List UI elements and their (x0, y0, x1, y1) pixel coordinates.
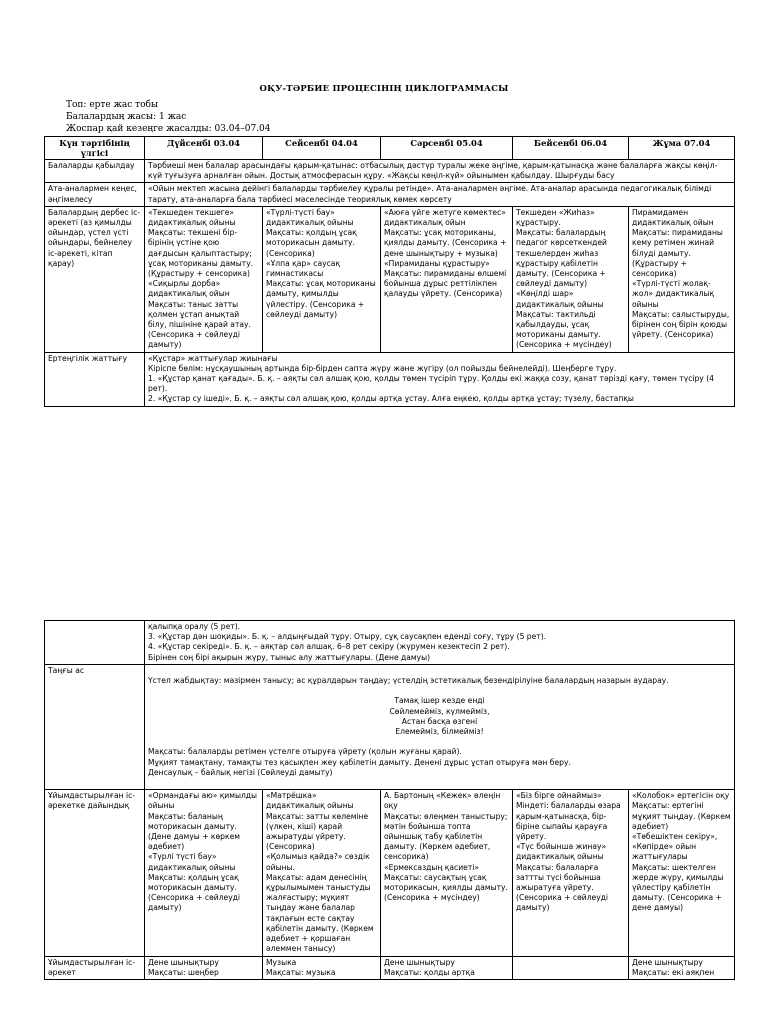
preparation-friday: «Колобок» ертегісін оқу Мақсаты: ертегіні мұқият тыңдау. (Көркем әдебиет) «Төбешіктен секіру», «Көпірде» ойын жаттығулары Мақсаты: шектелген жерде жүру, қимылды үйлестіру қабілетін дамыту. (Сенсорика + дене дамуы) (629, 790, 735, 956)
preparation-wednesday: А. Бартоның «Кежек» өлеңін оқу Мақсаты: өлеңмен таныстыру; мәтін бойынша топта ойыншық табу қабілетін дамыту. (Көркем әдебиет, сенсорика) «Ермексаздың қасиеті» Мақсаты: саусақтың ұсақ моторикасын, қиялды дамыту. (Сенсорика + мүсіндеу) (381, 790, 513, 956)
row-label-independent: Балалардың дербес іс-әрекеті (аз қимылды ойындар, үстел үсті ойындары, бейнелеу іс-әрекеті, кітап қарау) (45, 206, 145, 352)
organized-thursday (513, 956, 629, 979)
table-row (45, 956, 735, 979)
row-label-greeting: Балаларды қабылдау (45, 160, 145, 183)
organized-wednesday: Дене шынықтыру Мақсаты: қолды артқа (381, 956, 513, 979)
table-row (45, 183, 735, 206)
header-tuesday: Сейсенбі 04.04 (263, 137, 381, 160)
exercise-text-part-1: «Құстар» жаттығулар жиынағы Кіріспе бөлім: нұсқаушының артында бір-бірден сапта жүру және жүгіру (ол пойызды бейнелейді). Шеңберге тұру. 1. «Құстар қанат қағады». Б. қ. – аяқты сәл алшақ қою, қолды төмен түсіріп тұру. Қолды екі жаққа созу, қанат тәрізді қағу, төмен түсіру (4 рет). 2. «Құстар су ішеді». Б. қ. – аяқты сәл алшақ қою, қолды артқа ұстау. Алға еңкею, қолды артқа ұстау; түзелу, бастапқы (145, 352, 735, 406)
table-header-row (45, 137, 735, 160)
organized-friday: Дене шынықтыру Мақсаты: екі аяқпен (629, 956, 735, 979)
page-title: ОҚУ-ТӘРБИЕ ПРОЦЕСІНІҢ ЦИКЛОГРАММАСЫ (259, 84, 509, 94)
breakfast-poem: Тамақ ішер кезде енді Сөйлемейміз, күлмейміз, Астан басқа өзгені Елемейміз, білмейміз! (389, 696, 490, 737)
header-wednesday: Сәрсенбі 05.04 (381, 137, 513, 160)
row-label-exercise: Ертеңгілік жаттығу (45, 352, 145, 406)
table-row (45, 352, 735, 406)
meta-period: Жоспар қай кезеңге жасалды: 03.04–07.04 (66, 124, 271, 134)
preparation-tuesday: «Матрёшка» дидактикалық ойыны Мақсаты: затты көлеміне (үлкен, кіші) қарай ажыратуды үйрету. (Сенсорика) «Қолымыз қайда?» сөздік ойыны. Мақсаты: адам денесінің құрылымымен таныстуды жалғастыру; мұқият тыңдау және балалар тақпағын есте сақтау қабілетін дамыту. (Көркем әдебиет + қоршаған әлеммен танысу) (263, 790, 381, 956)
independent-thursday: Текшеден «Жиһаз» құрастыру. Мақсаты: балалардың педагог көрсеткендей текшелерден жиһаз құрастыру қабілетін дамыту. (Сенсорика + сөйлеуді дамыту) «Көңілді шар» дидактикалық ойыны Мақсаты: тактильді қабылдауды, ұсақ моториканы дамыту. (Сенсорика + мүсіндеу) (513, 206, 629, 352)
independent-tuesday: «Түрлі-түсті бау» дидактикалық ойыны Мақсаты: қолдың ұсақ моторикасын дамыту. (Сенсорика) «Ұлпа қар» саусақ гимнастикасы Мақсаты: ұсақ моториканы дамыту, қимылды үйлестіру. (Сенсорика + сөйлеуді дамыту) (263, 206, 381, 352)
parents-text: «Ойын мектеп жасына дейінгі балаларды тәрбиелеу құралы ретінде». Ата-аналармен әңгіме. Ата-аналар арасында педагогикалық білімді тарату, ата-аналарға бала тәрбиесі мәселесінде теориялық көмек көрсету (145, 183, 735, 206)
organized-monday: Дене шынықтыру Мақсаты: шеңбер (145, 956, 263, 979)
greeting-text: Тәрбиеші мен балалар арасындағы қарым-қатынас: отбасылық дәстүр туралы жеке әңгіме, қарым-қатынасқа және балаларға жақсы көңіл-күй туғызуға арналған ойын. Достық атмосферасын құру. «Жақсы көңіл-күй» ойынымен қабылдау. Шырғуды басу (145, 160, 735, 183)
table-row (45, 160, 735, 183)
table-row (45, 206, 735, 352)
header-monday: Дүйсенбі 03.04 (145, 137, 263, 160)
row-label-exercise-continued (45, 621, 145, 665)
header-friday: Жұма 07.04 (629, 137, 735, 160)
row-label-breakfast: Таңғы ас (45, 664, 145, 789)
breakfast-goal: Мақсаты: балаларды ретімен үстелге отыруға үйрету (қолын жуғаны қарай). Мұқият тамақтану, тамақты тез қасықпен жеу қабілетін дамыту. Денені дұрыс ұстап отыруға мән беру. Денсаулық – байлық негізі (Сөйлеуді дамыту) (148, 747, 571, 777)
row-label-parents: Ата-аналармен кеңес, әңгімелесу (45, 183, 145, 206)
independent-friday: Пирамидамен дидактикалық ойын Мақсаты: пирамиданы кему ретімен жинай білуді дамыту. (Құрастыру + сенсорика) «Түрлі-түсті жолақ-жол» дидактикалық ойыны Мақсаты: салыстыруды, бірінен соң бірін қоюды үйрету. (Сенсорика) (629, 206, 735, 352)
exercise-text-part-2: қалыпқа оралу (5 рет). 3. «Құстар дән шоқиды». Б. қ. – алдыңғыдай тұру. Отыру, сұқ саусақпен еденді соғу, тұру (5 рет). 4. «Құстар секіреді». Б. қ. – аяқтар сәл алшақ. 6–8 рет секіру (жүрумен кезектесіп 2 рет). Бірінен соң бірі ақырын жүру, тыныс алу жаттығулары. (Дене дамуы) (145, 621, 735, 665)
meta-age: Балалардың жасы: 1 жас (66, 112, 187, 122)
breakfast-cell (145, 664, 735, 789)
meta-group: Топ: ерте жас тобы (66, 100, 159, 110)
schedule-table-part-2 (44, 620, 735, 980)
preparation-monday: «Ормандағы аю» қимылды ойыны Мақсаты: баланың моторикасын дамыту. (Дене дамуы + көркем әдебиет) «Түрлі түсті бау» дидактикалық ойыны Мақсаты: қолдың ұсақ моторикасын дамыту. (Сенсорика + сөйлеуді дамыту) (145, 790, 263, 956)
independent-wednesday: «Аюға үйге жетуге көмектес» дидактикалық ойын Мақсаты: ұсақ моториканы, қиялды дамыту. (Сенсорика + дене шынықтыру + музыка) «Пирамиданы құрастыру» Мақсаты: пирамиданы өлшемі бойынша дұрыс реттілікпен қалауды үйрету. (Сенсорика) (381, 206, 513, 352)
preparation-thursday: «Біз бірге ойнаймыз» Міндеті: балаларды өзара қарым-қатынасқа, бір-біріне сыпайы қарауға үйрету. «Түс бойынша жинау» дидактикалық ойыны Мақсаты: балаларға заттты түсі бойынша ажыратуға үйрету. (Сенсорика + сөйлеуді дамыту) (513, 790, 629, 956)
table-row (45, 790, 735, 956)
breakfast-intro: Үстел жабдықтау: мәзірмен танысу; ас құралдарын таңдау; үстелдің эстетикалық безендірілуіне балалардың назарын аударау. (148, 676, 669, 686)
header-thursday: Бейсенбі 06.04 (513, 137, 629, 160)
table-row (45, 621, 735, 665)
independent-monday: «Текшеден текшеге» дидактикалық ойыны Мақсаты: текшені бір-бірінің үстіне қою дағдысын қалыптастыру; ұсақ моториканы дамыту. (Құрастыру + сенсорика) «Сиқырлы дорба» дидактикалық ойын Мақсаты: таныс затты қолмен ұстап анықтай білу, пішініне қарай атау. (Сенсорика + сөйлеуді дамыту) (145, 206, 263, 352)
schedule-table-part-1 (44, 136, 735, 407)
organized-tuesday: Музыка Мақсаты: музыка (263, 956, 381, 979)
header-routine: Күн тәртібінің үлгісі (45, 137, 145, 160)
row-label-preparation: Ұйымдастырылған іс-әрекетке дайындық (45, 790, 145, 956)
table-row (45, 664, 735, 789)
row-label-organized: Ұйымдастырылған іс-әрекет (45, 956, 145, 979)
